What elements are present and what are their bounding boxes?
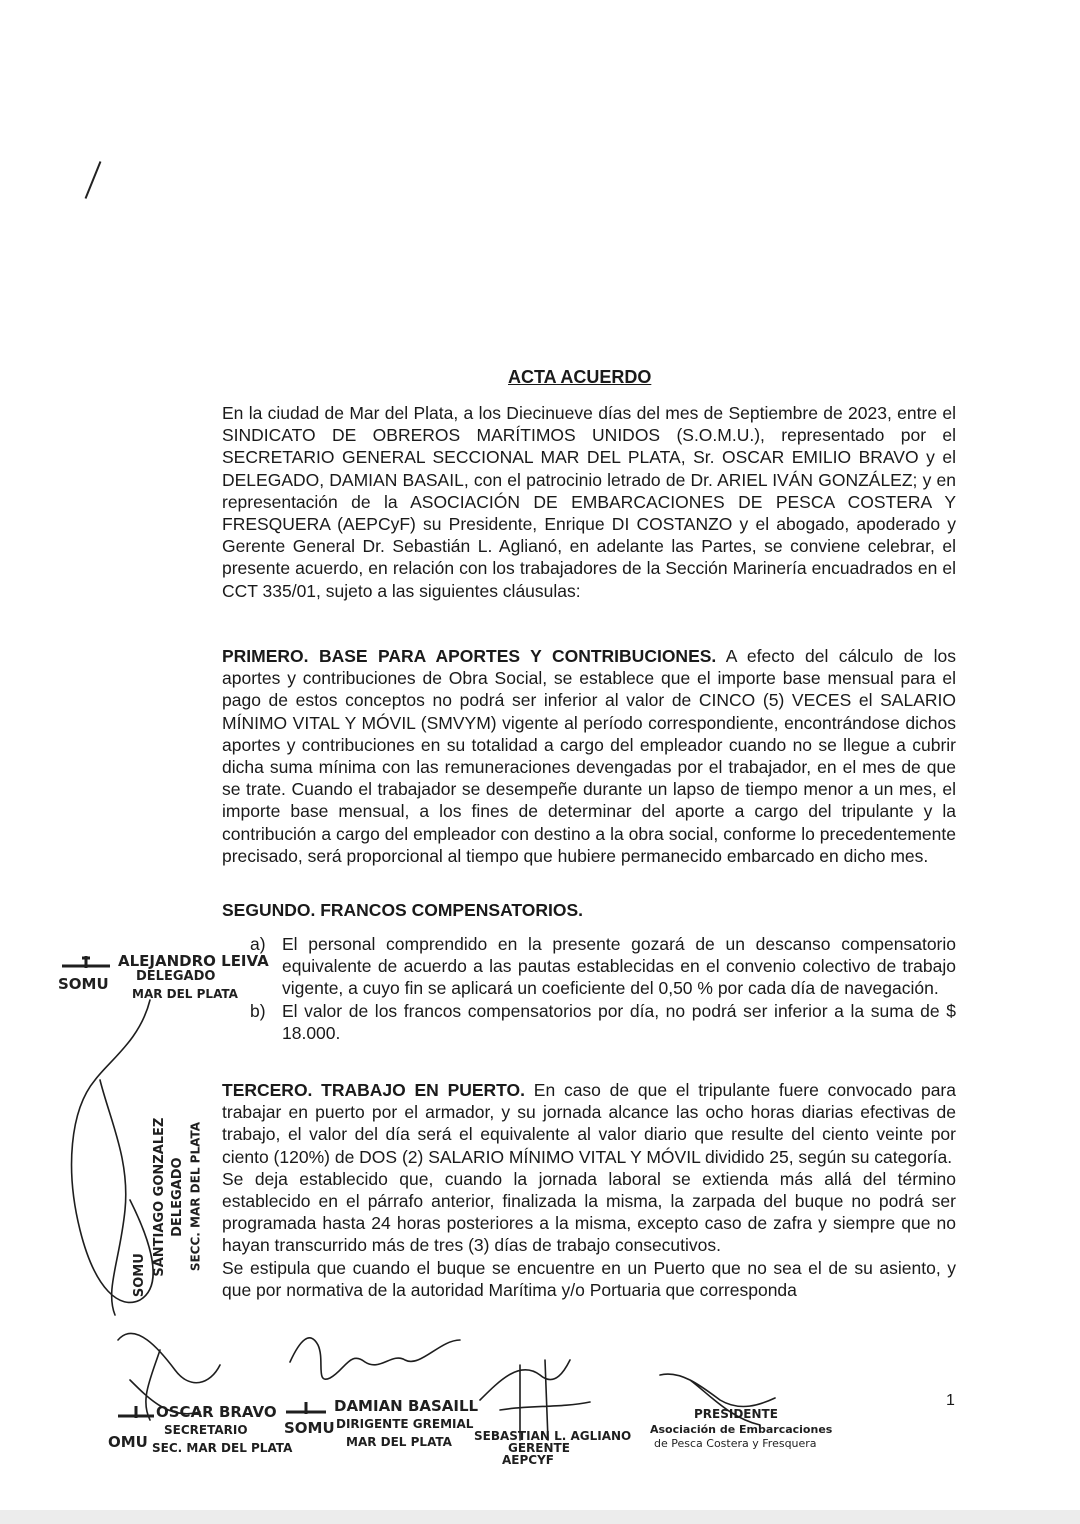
stamp-role: DELEGADO (136, 969, 216, 984)
clause-tercero (222, 1079, 956, 1301)
clause-segundo-heading-text: SEGUNDO. FRANCOS COMPENSATORIOS. (222, 900, 584, 920)
stamp-name: OSCAR BRAVO (156, 1403, 277, 1421)
list-item (250, 1000, 956, 1044)
stamp-place: SEC. MAR DEL PLATA (152, 1441, 293, 1455)
stamp-role: DIRIGENTE GREMIAL (336, 1417, 474, 1431)
stamp-name: DAMIAN BASAILL (334, 1397, 479, 1415)
stamp-role: GERENTE (508, 1441, 570, 1455)
stamp-name: SEBASTIAN L. AGLIANO (474, 1429, 632, 1443)
list-item (250, 933, 956, 1000)
stamp-role: SECRETARIO (164, 1423, 248, 1437)
intro-text: En la ciudad de Mar del Plata, a los Diecinueve días del mes de Septiembre de 2023, entre el SINDICATO DE OBREROS MARÍTIMOS UNIDOS (S.O.M.U.), representado por el SECRETARIO GENERAL SECCIONAL MAR DEL PLATA, Sr. OSCAR EMILIO BRAVO y el DELEGADO, DAMIAN BASAIL, con el patrocinio letrado de Dr. ARIEL IVÁN GONZÁLEZ; y en representación de la ASOCIACIÓN DE EMBARCACIONES DE PESCA COSTERA Y FRESQUERA (AEPCyF) su Presidente, Enrique DI COSTANZO y el abogado, apoderado y Gerente General Dr. Sebastián L. Aglianó, en adelante las Partes, se conviene celebrar, el presente acuerdo, en relación con los trabajadores de la Sección Marinería encuadrados en el CCT 335/01, sujeto a las siguientes cláusulas: (222, 403, 956, 601)
stamp-org: AEPCYF (502, 1453, 554, 1467)
anchor-icon (116, 1402, 156, 1422)
stamp-place: SECC. MAR DEL PLATA (188, 1122, 203, 1272)
anchor-icon (58, 952, 114, 972)
pen-mark (85, 161, 102, 199)
stamp-org: SOMU (131, 1253, 147, 1298)
clause-segundo-heading (222, 899, 956, 921)
stamp-org: SOMU (284, 1419, 335, 1437)
page-number: 1 (946, 1392, 955, 1409)
list-item-text: El valor de los francos compensatorios por día, no podrá ser inferior a la suma de $ 18.000. (282, 1000, 956, 1043)
list-item-text: El personal comprendido en la presente gozará de un descanso compensatorio equivalente de acuerdo a las pautas establecidas en el convenio colectivo de trabajo vigente, a cuyo fin se aplicará un coeficiente del 0,50 % por cada día de navegación. (282, 934, 956, 999)
stamp-role: PRESIDENTE (694, 1407, 778, 1421)
anchor-icon (284, 1398, 328, 1418)
stamp-place: MAR DEL PLATA (346, 1435, 452, 1449)
clause-tercero-text: En caso de que el tripulante fuere convocado para trabajar en puerto por el armador, y su jornada alcance las ocho horas diarias efectivas de trabajo, el valor del día será el equivalente al valor diario que resulte del ciento veinte por ciento (120%) de DOS (2) SALARIO MÍNIMO VITAL Y MÓVIL dividido 25, según su categoría. (222, 1080, 956, 1167)
clause-segundo-list (250, 933, 956, 1044)
clause-primero-text: A efecto del cálculo de los aportes y contribuciones de Obra Social, se establece que el importe base mensual para el pago de estos conceptos no podrá ser inferior al valor de CINCO (5) VECES el SALARIO MÍNIMO VITAL Y MÓVIL (SMVYM) vigente al período correspondiente, encontrándose dichos aportes y contribuciones en su totalidad a cargo del empleador cuando no se llegue a cubrir dicha suma mínima con las remuneraciones devengadas por el trabajador, en el mes de que se trate. Cuando el trabajador se desempeñe durante un lapso de tiempo menor a un mes, el importe base mensual, a los fines de determinar del aporte a cargo del tripulante y la contribución a cargo del empleador con destino a la obra social, conforme lo precedentemente precisado, será proporcional al tiempo que hubiere permanecido embarcado en dicho mes. (222, 646, 956, 866)
stamp-line: Asociación de Embarcaciones (650, 1423, 833, 1436)
stamp-place: MAR DEL PLATA (132, 987, 238, 1001)
list-marker: a) (250, 934, 266, 954)
clause-tercero-paragraph-3: Se estipula que cuando el buque se encuentre en un Puerto que no sea el de su asiento, y que por normativa de la autoridad Marítima y/o Portuaria que corresponda (222, 1257, 956, 1300)
clause-primero-heading: PRIMERO. BASE PARA APORTES Y CONTRIBUCIONES. (222, 646, 717, 666)
clause-tercero-heading: TERCERO. TRABAJO EN PUERTO. (222, 1080, 526, 1100)
stamp-role: DELEGADO (169, 1157, 185, 1237)
stamp-name: ALEJANDRO LEIVA (118, 952, 269, 970)
clause-tercero-paragraph-2: Se deja establecido que, cuando la jornada laboral se extienda más allá del término establecido en el párrafo anterior, finalizada la misma, la zarpada del buque no podrá ser programada hasta 24 horas posteriores a la misma, excepto caso de zafra y siempre que no hayan transcurrido más de tres (3) días de trabajo consecutivos. (222, 1168, 956, 1256)
list-marker: b) (250, 1000, 266, 1021)
intro-paragraph (222, 402, 956, 602)
stamp-org: SOMU (58, 975, 109, 993)
page-bottom-edge (0, 1510, 1080, 1524)
document-title: ACTA ACUERDO (508, 367, 652, 387)
clause-primero (222, 645, 956, 867)
stamp-org: OMU (108, 1433, 148, 1451)
stamp-name: SANTIAGO GONZALEZ (151, 1117, 167, 1277)
stamp-line: de Pesca Costera y Fresquera (654, 1437, 817, 1450)
